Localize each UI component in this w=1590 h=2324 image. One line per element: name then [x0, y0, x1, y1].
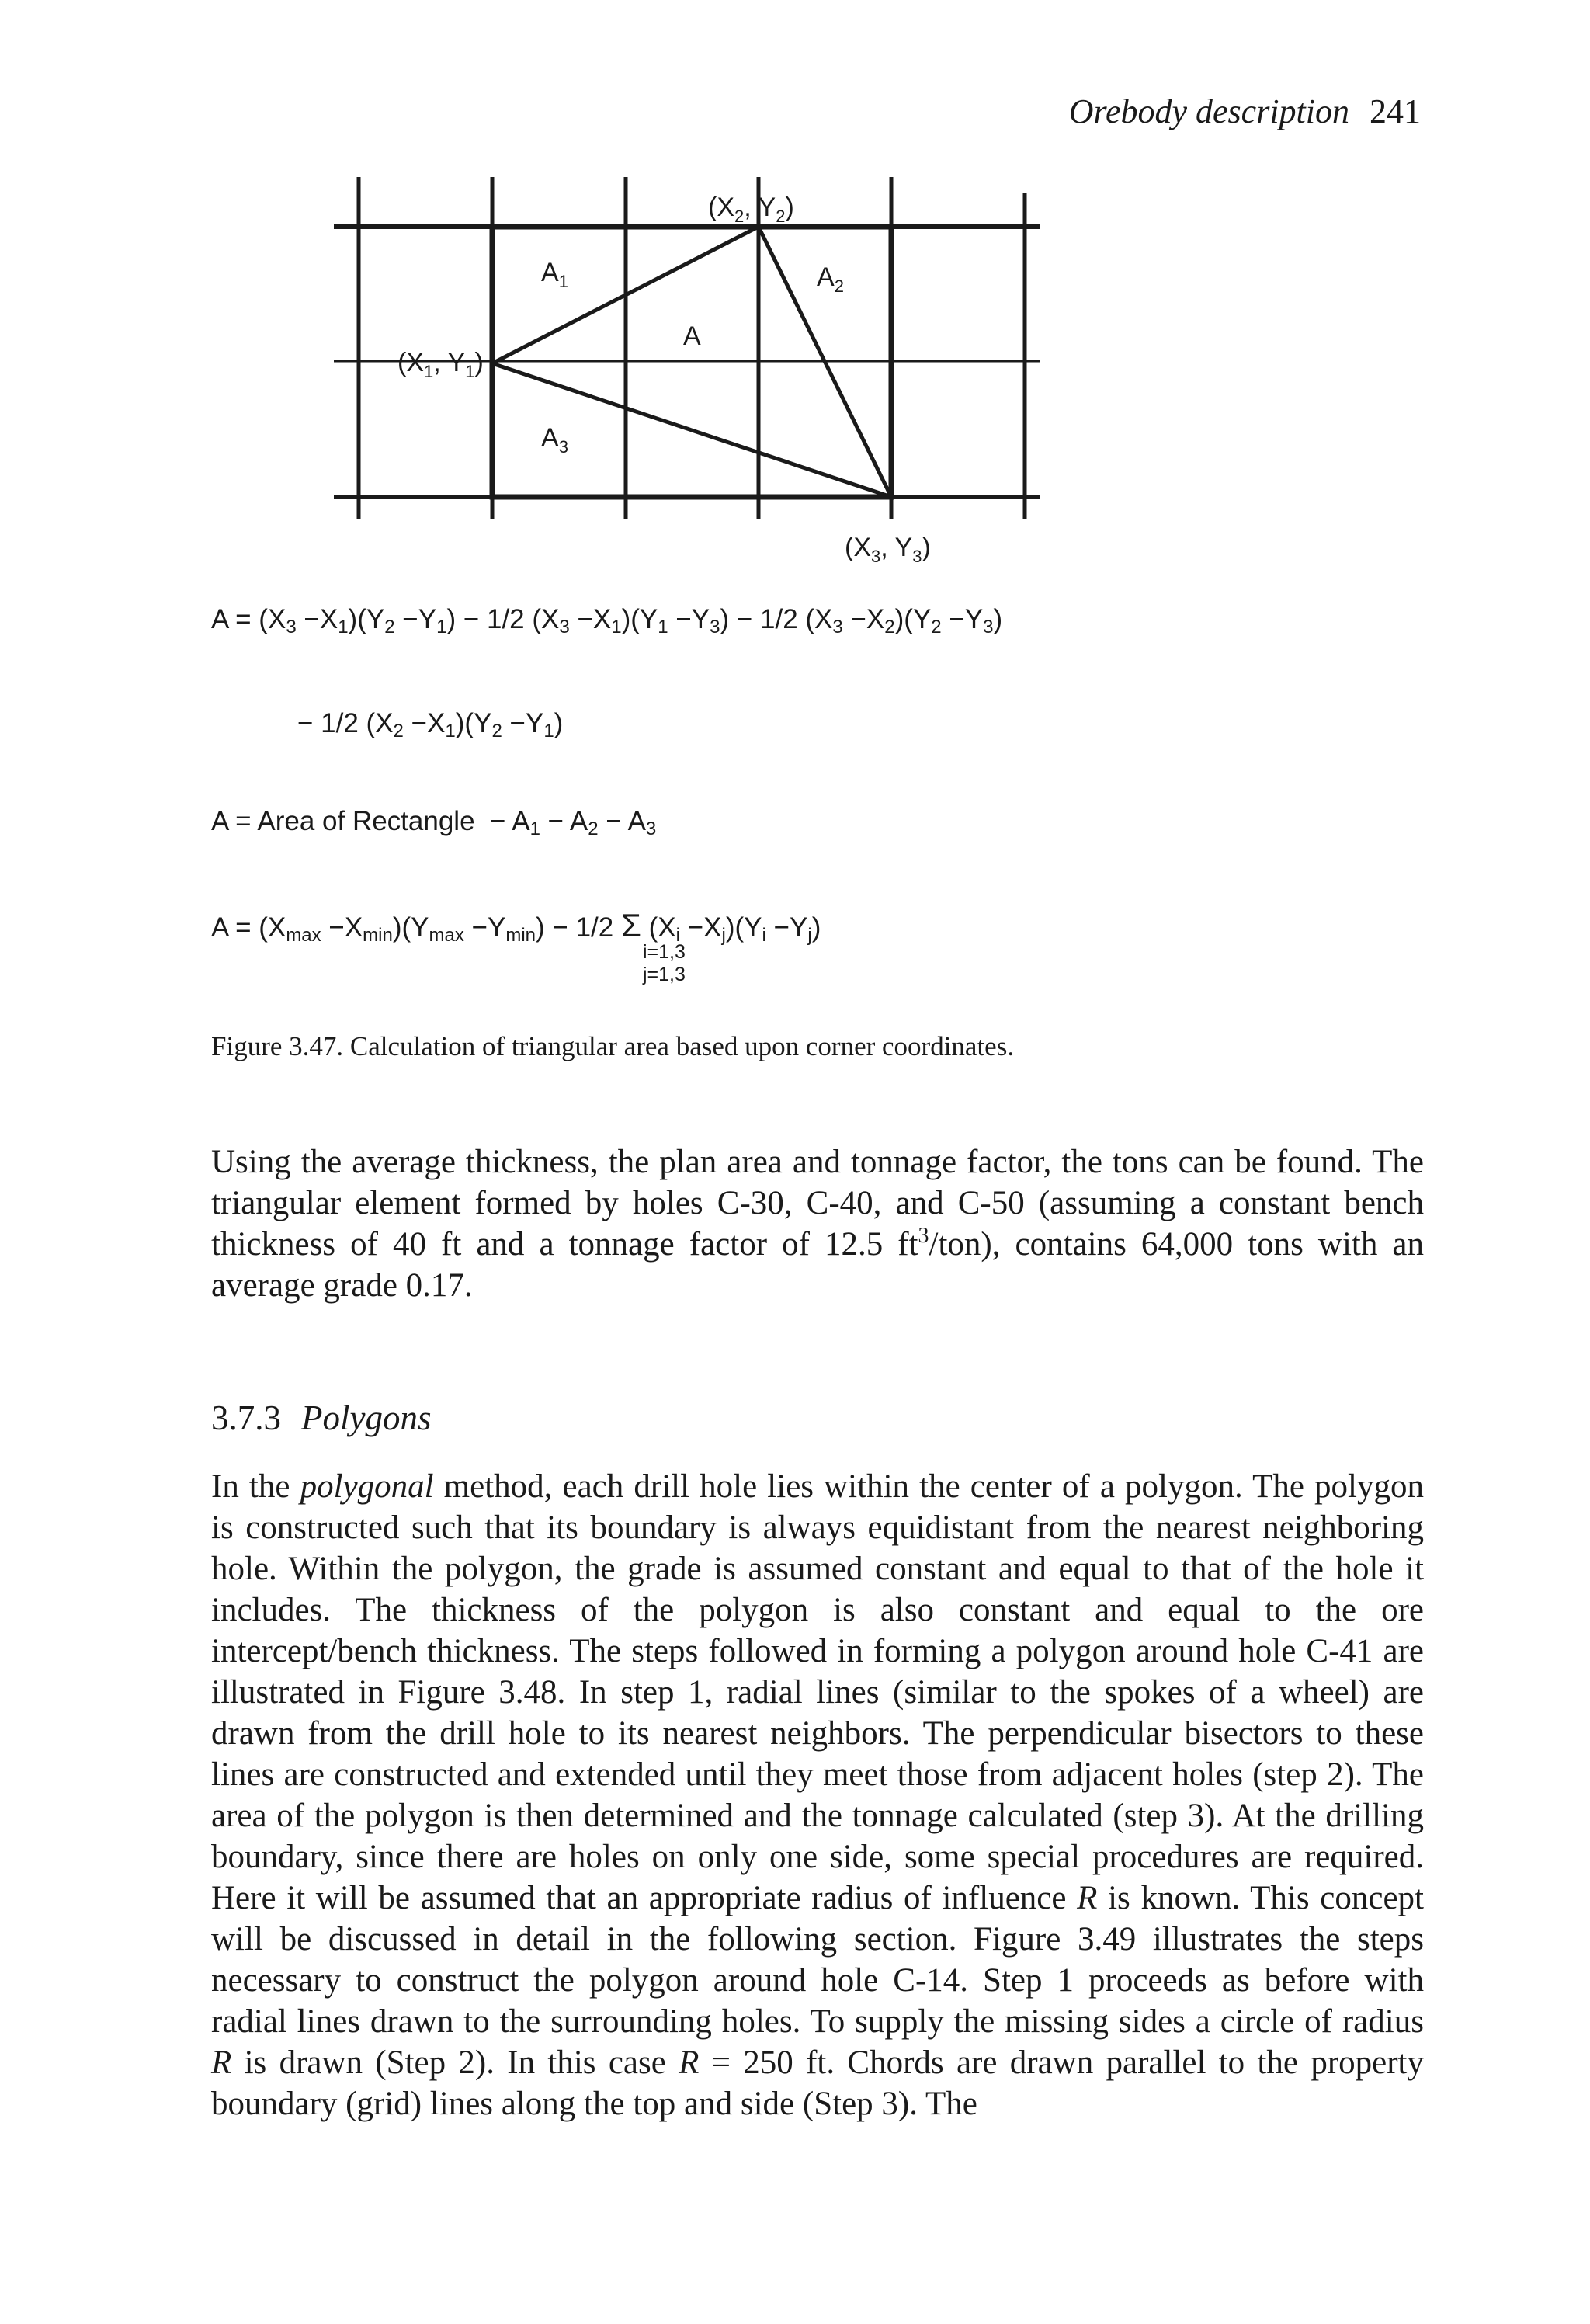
sum-index-j: j=1,3: [643, 964, 686, 985]
paragraph-1: [211, 1141, 1424, 1306]
equation-1-line-1: $A = (X_3 -X_1)(Y_2 -Y_1) - 1/2$ $(X_3 -X_1)(Y_1 -Y_3) - 1/2$ $(X_3 -X_2)(Y_2 -Y_3)$: [211, 604, 1003, 637]
running-title: Orebody description: [1068, 92, 1349, 130]
section-title: Polygons: [301, 1398, 432, 1437]
paragraph-2: [211, 1466, 1424, 2124]
paragraph-1-text: Using the average thickness, the plan area and tonnage factor, the tons can be found. The triangular element formed by holes C-30, C-40, and C-50 (assuming a constant bench thickness of 40 ft and a tonnage factor of 12.5 ft: [211, 1144, 1424, 1263]
p2-text-4: = 250 ft. Chords are drawn parallel to the property boundary (grid) lines along the top and side (Step 3). The: [211, 2044, 1424, 2122]
label-p1: ($X_1$, $Y_1$): [398, 348, 484, 381]
label-a2: $A_2$: [817, 262, 844, 296]
paragraph-1-text-end: /ton), contains 64,000 tons with an average grade 0.17.: [211, 1226, 1424, 1304]
p2-text-2: is known. This concept will be discussed in detail in the following section. Figure 3.49 illustrates the steps necessary to construct the polygon around hole C-14. Step 1 proceeds as before with radial lines drawn to the surrounding holes. To supply the missing sides a circle of radius: [211, 1880, 1424, 2040]
figure-diagram: [0, 0, 1590, 590]
equation-2: A = Area of Rectangle − $A_1 - A_2 - A_3$: [211, 806, 657, 839]
sum-index-i: i=1,3: [643, 941, 686, 963]
section-heading: [211, 1398, 431, 1438]
label-a: A: [683, 321, 701, 351]
label-p3: ($X_3$, $Y_3$): [845, 533, 931, 566]
p2-italic-r3: R: [679, 2044, 700, 2081]
equation-1-line-2: − 1/2 $(X_2 -X_1)(Y_2 -Y_1)$: [297, 708, 564, 742]
label-a1: $A_1$: [541, 258, 568, 291]
p2-italic-r2: R: [211, 2044, 232, 2081]
label-p2: ($X_2$, $Y_2$): [708, 193, 794, 226]
p2-italic-r1: R: [1077, 1880, 1098, 1916]
figure-caption: Figure 3.47. Calculation of triangular area based upon corner coordinates.: [211, 1031, 1015, 1061]
label-a3: $A_3$: [541, 423, 568, 457]
p2-start: In the: [211, 1468, 300, 1505]
p2-italic-polygonal: polygonal: [300, 1468, 434, 1505]
equation-3: $A = (X_{max} -X_{min})(Y_{max} -Y_{min}) - 1/2$ Σ $(X_i -X_j)(Y_i -Y_j)$: [211, 907, 821, 946]
paragraph-1-sup: 3: [918, 1224, 929, 1248]
section-number: 3.7.3: [211, 1398, 281, 1437]
p2-text-3: is drawn (Step 2). In this case: [231, 2044, 679, 2081]
p2-text-1: method, each drill hole lies within the center of a polygon. The polygon is constructed such that its boundary is always equidistant from the nearest neighboring hole. Within the polygon, the grade is assumed constant and equal to that of the hole it includes. The thickness of the polygon is also constant and equal to the ore intercept/bench thickness. The steps followed in forming a polygon around hole C-41 are illustrated in Figure 3.48. In step 1, radial lines (similar to the spokes of a wheel) are drawn from the drill hole to its nearest neighbors. The perpendicular bisectors to these lines are constructed and extended until they meet those from adjacent holes (step 2). The area of the polygon is then determined and the tonnage calculated (step 3). At the drilling boundary, since there are holes on only one side, some special procedures are required. Here it will be assumed that an appropriate radius of influence: [211, 1468, 1424, 1916]
page-number: 241: [1370, 92, 1421, 130]
